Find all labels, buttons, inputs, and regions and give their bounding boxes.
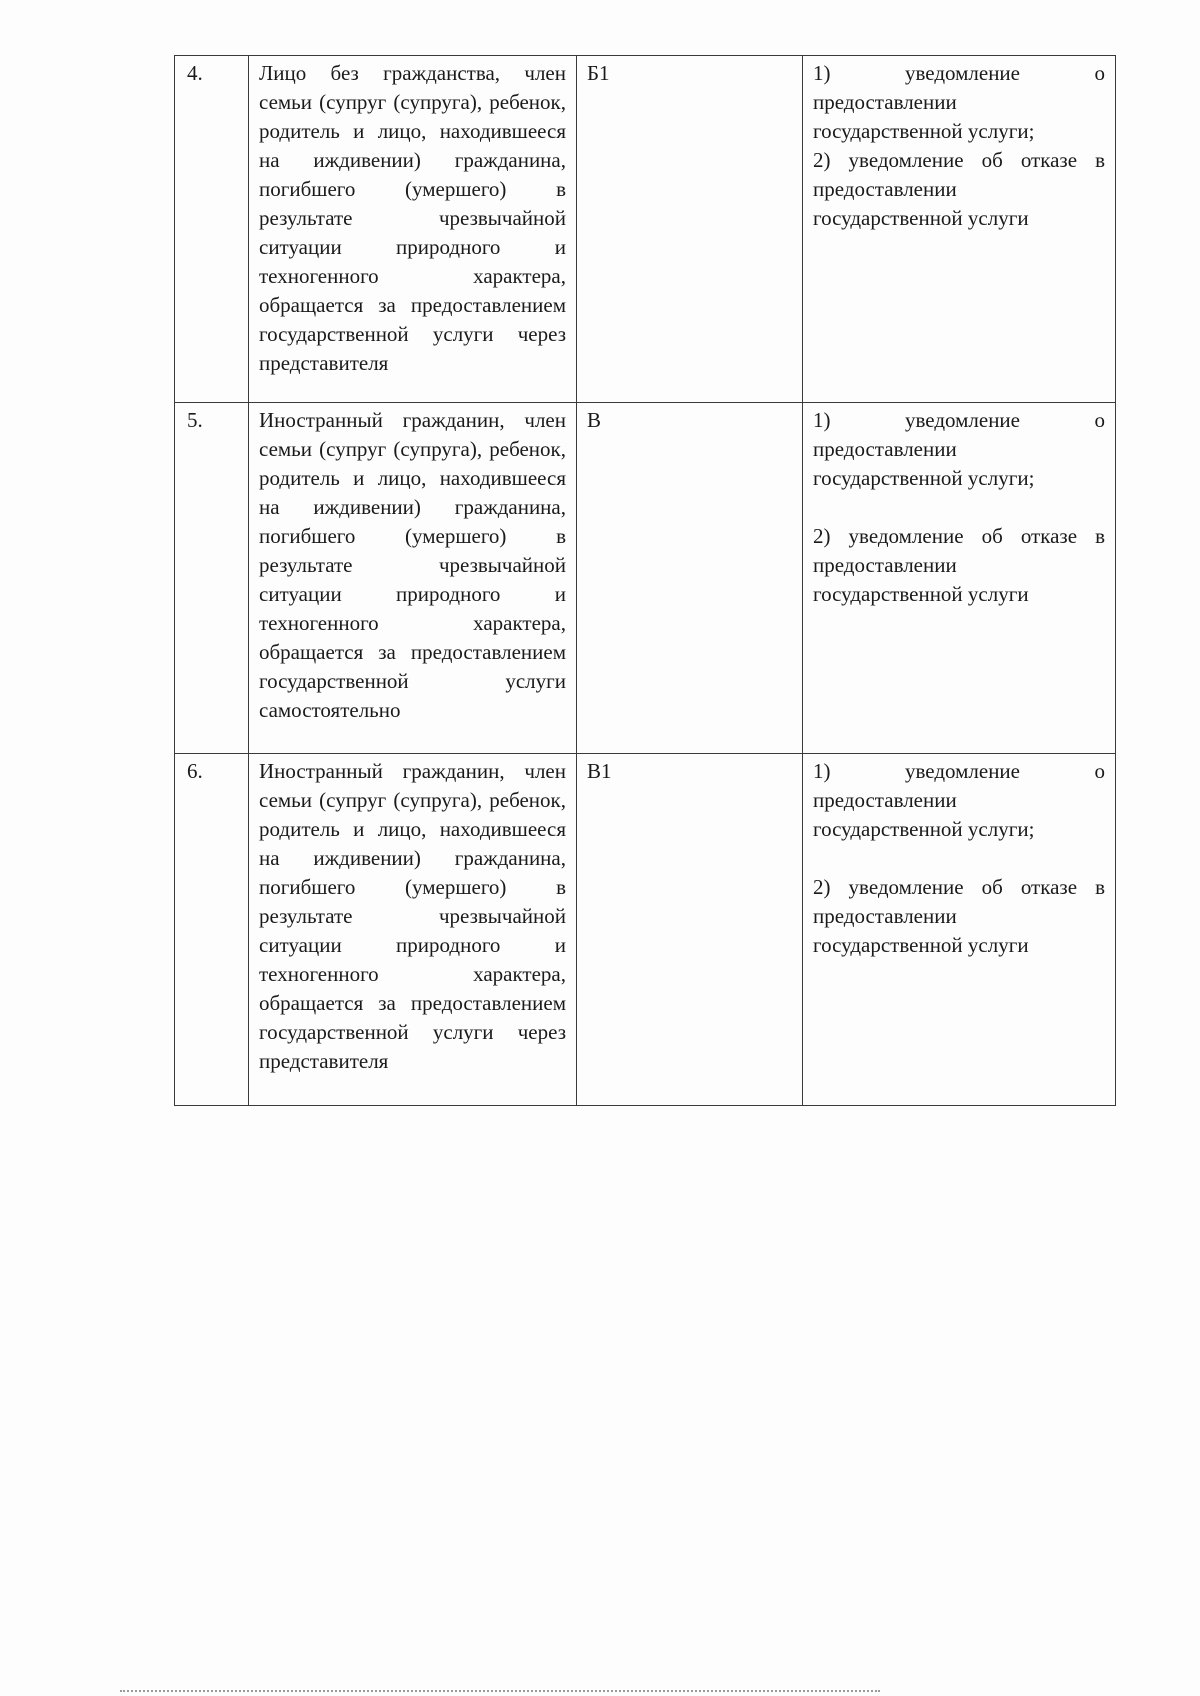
result-spacer [813, 844, 1105, 873]
result-spacer [813, 493, 1105, 522]
result-line-2: 2) уведомление об отказе в предоставлении государственной услуги [813, 524, 1105, 606]
result-line-1-head: 1) уведомление о [813, 759, 1105, 783]
result-line-2: 2) уведомление об отказе в предоставлении государственной услуги [813, 148, 1105, 230]
service-result-cell [803, 754, 1116, 1106]
result-line-1-tail: предоставлении государственной услуги; [813, 437, 1035, 490]
row-number: 5. [175, 403, 249, 754]
applicant-description: Иностранный гражданин, член семьи (супруг (супруга), ребенок, родитель и лицо, находившееся на иждивении) гражданина, погибшего (умершего) в результате чрезвычайной ситуации природного и техногенного характера, обращается за предоставлением государственной услуги самостоятельно [249, 403, 577, 754]
applicant-description: Лицо без гражданства, член семьи (супруг (супруга), ребенок, родитель и лицо, находившееся на иждивении) гражданина, погибшего (умершего) в результате чрезвычайной ситуации природного и техногенного характера, обращается за предоставлением государственной услуги через представителя [249, 56, 577, 403]
table-row [175, 56, 1116, 403]
table-row [175, 754, 1116, 1106]
service-result-cell [803, 56, 1116, 403]
applicant-description: Иностранный гражданин, член семьи (супруг (супруга), ребенок, родитель и лицо, находившееся на иждивении) гражданина, погибшего (умершего) в результате чрезвычайной ситуации природного и техногенного характера, обращается за предоставлением государственной услуги через представителя [249, 754, 577, 1106]
result-line-1-tail: предоставлении государственной услуги; [813, 90, 1035, 143]
row-number: 6. [175, 754, 249, 1106]
result-line-1-head: 1) уведомление о [813, 408, 1105, 432]
scan-edge-rule [120, 1690, 880, 1692]
service-result-cell [803, 403, 1116, 754]
variant-code: В [577, 403, 803, 754]
services-table [174, 55, 1116, 1106]
variant-code: В1 [577, 754, 803, 1106]
table-row [175, 403, 1116, 754]
row-number: 4. [175, 56, 249, 403]
variant-code: Б1 [577, 56, 803, 403]
result-line-1-tail: предоставлении государственной услуги; [813, 788, 1035, 841]
result-line-1-head: 1) уведомление о [813, 61, 1105, 85]
result-line-2: 2) уведомление об отказе в предоставлении государственной услуги [813, 875, 1105, 957]
